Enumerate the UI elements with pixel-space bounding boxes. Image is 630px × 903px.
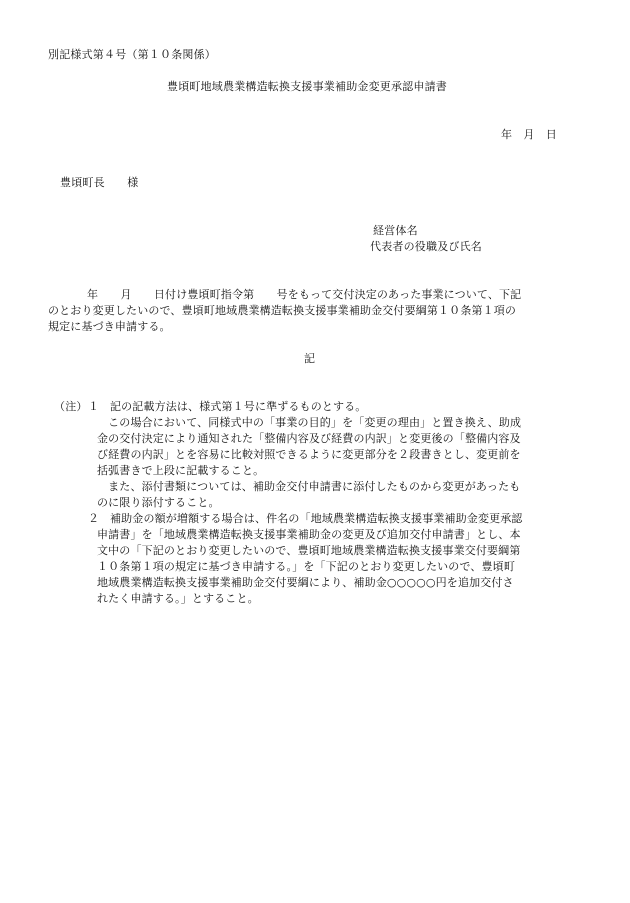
notes-label: （注） — [54, 400, 88, 413]
note-line: 記の記載方法は、様式第１号に準ずるものとする。 — [110, 400, 367, 413]
note-line: 補助金の額が増額する場合は、件名の「地域農業構造転換支援事業補助金変更承認 — [110, 512, 523, 525]
note-number: １ — [88, 400, 100, 413]
body-line: 規定に基づき申請する。 — [48, 320, 171, 333]
body-line: 年 月 日付け豊頃町指令第 号をもって交付決定のあった事業について、下記 — [87, 288, 522, 301]
note-line: １０条第１項の規定に基づき申請する。」を「下記のとおり変更したいので、豊頃町 — [97, 560, 515, 573]
document-title: 豊頃町地域農業構造転換支援事業補助金変更承認申請書 — [167, 80, 447, 93]
note-line: 申請書」を「地域農業構造転換支援事業補助金の変更及び追加交付申請書」とし、本 — [97, 528, 521, 541]
note-line: 地域農業構造転換支援事業補助金交付要綱により、補助金○○○○○円を追加交付さ — [97, 576, 514, 589]
note-line: また、添付書類については、補助金交付申請書に添付したものから変更があったも — [97, 480, 521, 493]
note-line: 括弧書きで上段に記載すること。 — [97, 464, 265, 477]
note-line: 金の交付決定により通知された「整備内容及び経費の内訳」と変更後の「整備内容及 — [97, 432, 521, 445]
form-label: 別記様式第４号（第１０条関係） — [48, 48, 216, 61]
note-number: ２ — [88, 512, 100, 525]
applicant-entity: 経営体名 — [373, 224, 418, 237]
note-line: れたく申請する。」とすること。 — [97, 592, 259, 605]
note-line: のに限り添付すること。 — [97, 496, 220, 509]
note-line: 文中の「下記のとおり変更したいので、豊頃町地域農業構造転換支援事業交付要綱第 — [97, 544, 521, 557]
note-line: び経費の内訳」とを容易に比較対照できるように変更部分を２段書きとし、変更前を — [97, 448, 521, 461]
applicant-representative: 代表者の役職及び氏名 — [370, 240, 482, 253]
addressee: 豊頃町長 様 — [60, 176, 139, 189]
body-line: のとおり変更したいので、豊頃町地域農業構造転換支援事業補助金交付要綱第１０条第１項の — [48, 304, 517, 317]
note-line: この場合において、同様式中の「事業の目的」を「変更の理由」と置き換え、助成 — [97, 416, 522, 429]
ki-heading: 記 — [304, 352, 316, 365]
date-line: 年 月 日 — [501, 128, 557, 141]
